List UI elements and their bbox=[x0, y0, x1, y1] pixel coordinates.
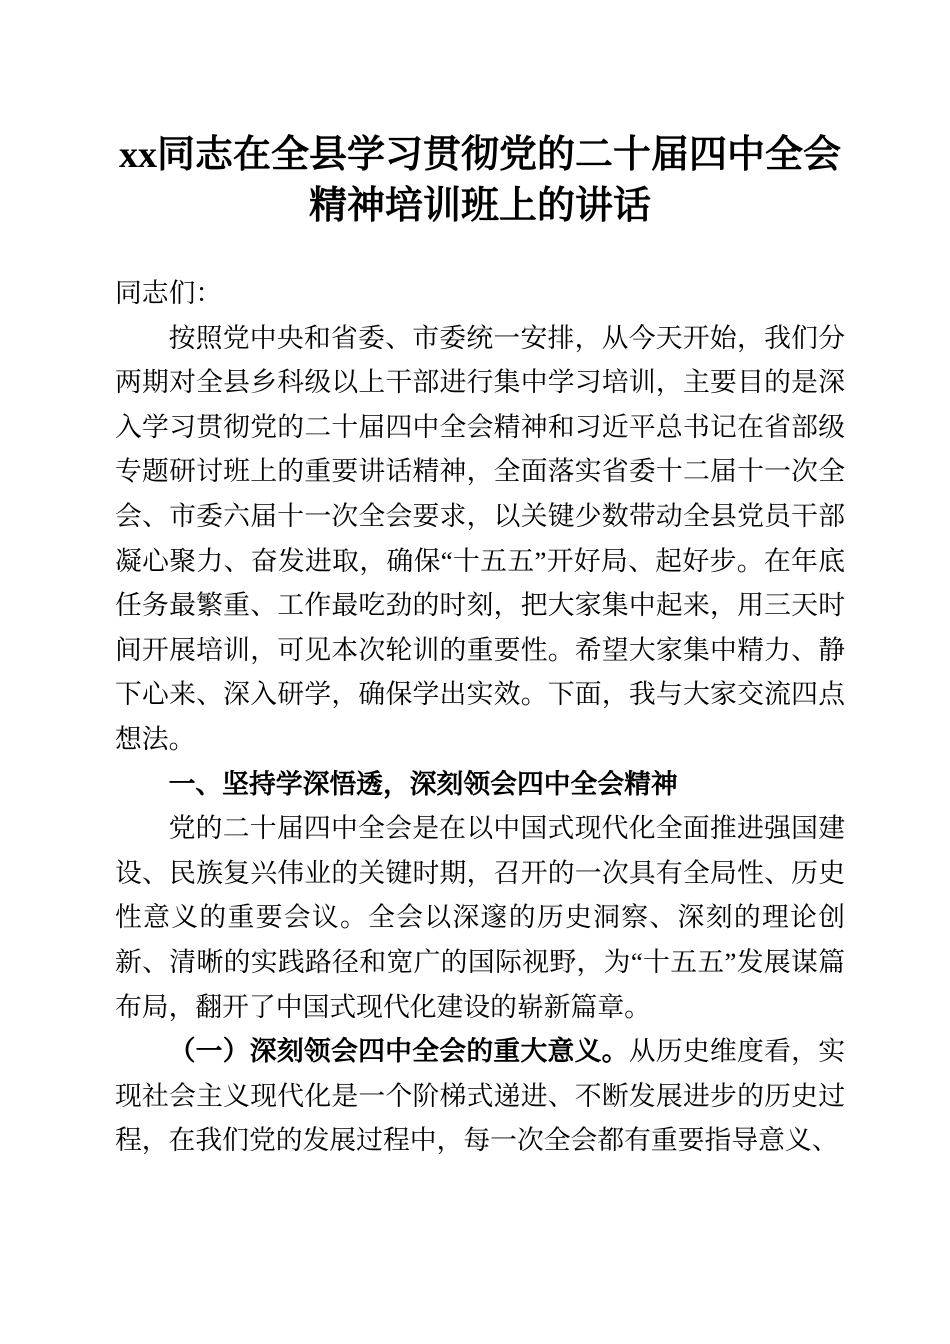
paragraph-intro: 按照党中央和省委、市委统一安排，从今天开始，我们分两期对全县乡科级以上干部进行集中学习培训，主要目的是深入学习贯彻党的二十届四中全会精神和习近平总书记在省部级专题研讨班上的重要讲话精神，全面落实省委十二届十一次全会、市委六届十一次全会要求，以关键少数带动全县党员干部凝心聚力、奋发进取，确保“十五五”开好局、起好步。在年底任务最繁重、工作最吃劲的时刻，把大家集中起来，用三天时间开展培训，可见本次轮训的重要性。希望大家集中精力、静下心来、深入研学，确保学出实效。下面，我与大家交流四点想法。 bbox=[115, 322, 845, 754]
document-title-line2: 精神培训班上的讲话 bbox=[308, 185, 651, 227]
document-body bbox=[115, 271, 845, 1163]
paragraph-subsection-1 bbox=[115, 1029, 845, 1163]
subsection-1-text: 从历史维度看，实现社会主义现代化是一个阶梯式递进、不断发展进步的历史过程，在我们党的发展过程中，每一次全会都有重要指导意义、 bbox=[115, 1036, 846, 1156]
section-heading-1: 一、坚持学深悟透，深刻领会四中全会精神 bbox=[168, 768, 678, 799]
document-title-line1: xx同志在全县学习贯彻党的二十届四中全会 bbox=[118, 134, 841, 176]
document-title bbox=[115, 0, 845, 232]
paragraph-plenum-overview: 党的二十届四中全会是在以中国式现代化全面推进强国建设、民族复兴伟业的关键时期，召开的一次具有全局性、历史性意义的重要会议。全会以深邃的历史洞察、深刻的理论创新、清晰的实践路径和宽广的国际视野，为“十五五”发展谋篇布局，翻开了中国式现代化建设的崭新篇章。 bbox=[115, 813, 845, 1022]
salutation: 同志们： bbox=[115, 278, 223, 308]
subsection-1-lead: （一）深刻领会四中全会的重大意义。 bbox=[168, 1036, 629, 1067]
